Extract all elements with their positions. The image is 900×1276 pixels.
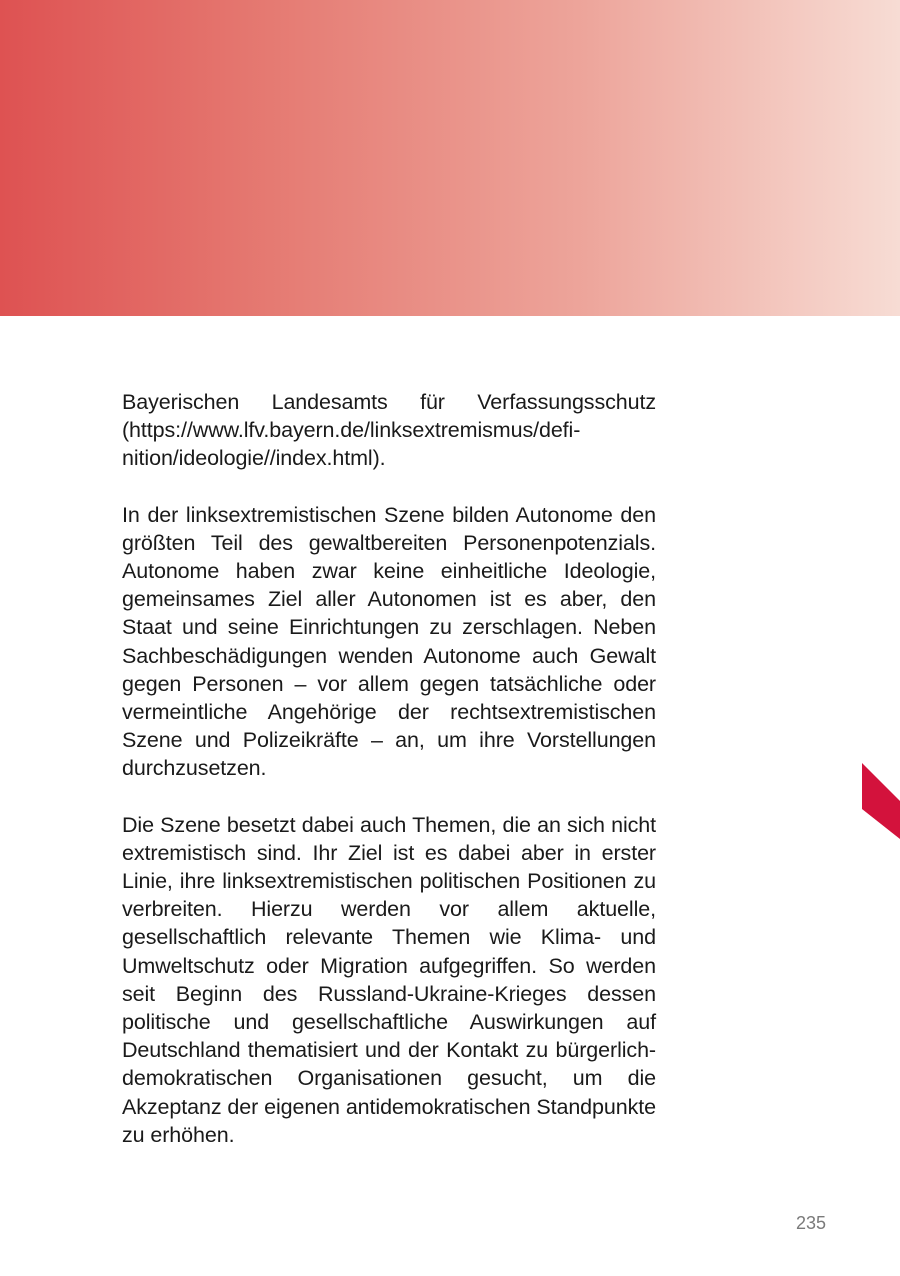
- paragraph-2: In der linksextremistischen Szene bilden Autonome den größten Teil des gewaltbereiten Personenpotenzials. Autonome haben zwar keine einheitliche Ideologie, gemeinsames Ziel aller Autonomen ist es aber, den Staat und seine Einrichtungen zu zerschlagen. Neben Sachbeschädigungen wenden Autonome auch Gewalt gegen Personen – vor allem gegen tatsächliche oder vermeintliche Angehörige der rechtsextremistischen Szene und Polizeikräfte – an, um ihre Vorstellungen durchzusetzen.: [122, 502, 656, 781]
- chapter-tab-marker: [862, 763, 900, 839]
- chapter-tab-shape: [862, 763, 900, 839]
- paragraph-1: Bayerischen Landesamts für Verfassungsschutz (https://www.lfv.bayern.de/linksextremismus/definition/ideologie//index.html).: [122, 390, 656, 471]
- header-gradient-band: [0, 0, 900, 316]
- paragraph-3: Die Szene besetzt dabei auch Themen, die an sich nicht extremistisch sind. Ihr Ziel ist es dabei aber in erster Linie, ihre linksextremistischen politischen Positionen zu verbreiten. Hierzu werden vor allem aktuelle, gesellschaftlich relevante Themen wie Klima- und Umweltschutz oder Migration aufgegriffen. So werden seit Beginn des Russland-Ukraine-Krieges dessen politische und gesellschaftliche Auswirkungen auf Deutschland thematisiert und der Kontakt zu bürgerlich-demokratischen Organisationen gesucht, um die Akzeptanz der eigenen antidemokratischen Standpunkte zu erhöhen.: [122, 812, 656, 1147]
- text-column: [122, 388, 656, 1149]
- page-number: 235: [795, 1213, 826, 1233]
